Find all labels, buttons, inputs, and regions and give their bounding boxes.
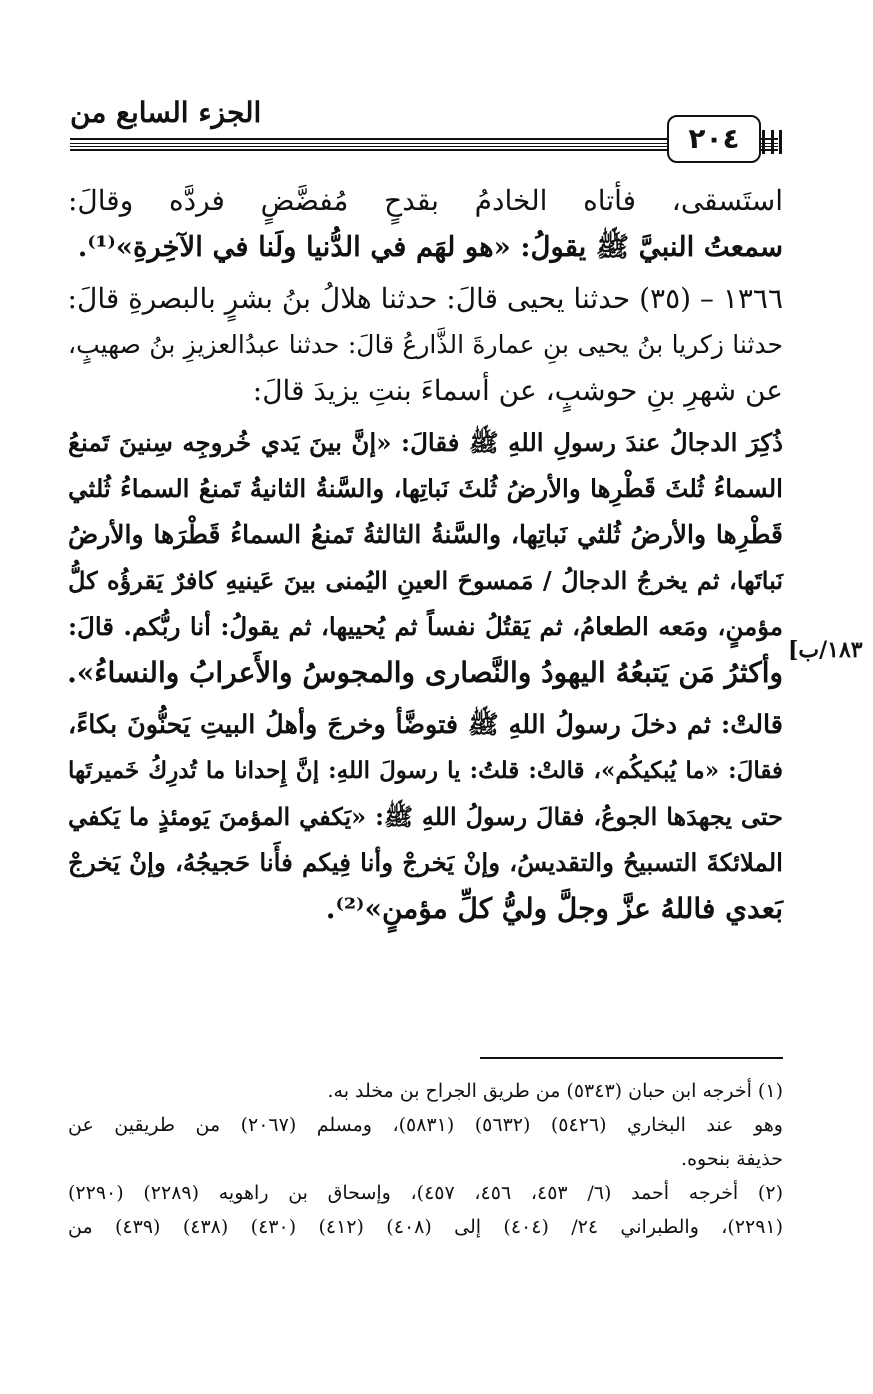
paragraph: [68, 420, 783, 696]
running-header-title: الجزء السابع من: [70, 96, 262, 129]
footnote-line: حذيفة بنحوه.: [681, 1148, 783, 1170]
text-line: قالتْ: ثم دخلَ رسولُ اللهِ ﷺ فتوضَّأ وخرجَ وأهلُ البيتِ يَحنُّونَ بكاءً،: [68, 710, 783, 740]
footnote-divider: [480, 1057, 783, 1059]
text-line: مؤمنٍ، ومَعه الطعامُ، ثم يَقتُلُ نفساً ثم يُحييها، ثم يقولُ: أنا ربُّكم. قالَ:: [68, 612, 783, 641]
footnote-line: (٢) أخرجه أحمد (٦/ ٤٥٣، ٤٥٦، ٤٥٧)، وإسحاق بن راهويه (٢٢٨٩) (٢٢٩٠): [68, 1182, 783, 1204]
footnote-line: (١) أخرجه ابن حبان (٥٣٤٣) من طريق الجراح بن مخلد به.: [327, 1080, 783, 1102]
text-line: بَعدي فاللهُ عزَّ وجلَّ وليُّ كلِّ مؤمنٍ»⁽²⁾.: [325, 892, 783, 925]
margin-folio-note: ١٨٣/ب]: [788, 637, 863, 663]
paragraph: [68, 702, 783, 932]
text-line: سمعتُ النبيَّ ﷺ يقولُ: «هو لهَم في الدُّنيا ولَنا في الآخِرةِ»⁽¹⁾.: [77, 231, 783, 263]
header-ornament: [762, 130, 782, 154]
footnote-line: وهو عند البخاري (٥٤٢٦) (٥٦٣٢) (٥٨٣١)، ومسلم (٢٠٦٧) من طريقين عن: [68, 1114, 783, 1136]
text-line: السماءُ ثُلثَ قَطْرِها والأرضُ ثُلثَ نَباتِها، والسَّنةُ الثانيةُ تَمنعُ السماءُ ثُلثي: [68, 474, 783, 503]
text-line: استَسقى، فأتاه الخادمُ بقدحٍ مُفضَّضٍ فردَّه وقالَ:: [68, 184, 783, 217]
text-line: وأكثرُ مَن يَتبعُهُ اليهودُ والنَّصارى والمجوسُ والأَعرابُ والنساءُ».: [67, 656, 783, 689]
footnote-2: [68, 1176, 783, 1244]
text-line: قَطْرِها والأرضُ ثُلثي نَباتِها، والسَّنةُ الثالثةُ تَمنعُ السماءُ قَطْرَها والأرضُ: [68, 520, 783, 549]
text-line: الملائكةَ التسبيحُ والتقديسُ، وإنْ يَخرجْ وأنا فِيكم فأَنا حَجيجُهُ، وإنْ يَخرجْ: [68, 848, 783, 877]
paragraph: [68, 276, 783, 414]
footnote-1: [68, 1074, 783, 1176]
text-line: فقالَ: «ما يُبكيكُم»، قالتْ: قلتُ: يا رسولَ اللهِ: إنَّ إِحدانا ما تُدرِكُ خَميرتَها: [68, 757, 783, 784]
text-line: حدثنا زكريا بنُ يحيى بنِ عمارةَ الذَّارعُ قالَ: حدثنا عبدُالعزيزِ بنُ صهيبٍ،: [68, 330, 783, 359]
text-line: عن شهرِ بنِ حوشبٍ، عن أسماءَ بنتِ يزيدَ قالَ:: [252, 374, 783, 407]
text-line: ذُكِرَ الدجالُ عندَ رسولِ اللهِ ﷺ فقالَ: «إنَّ بينَ يَدي خُروجِه سِنينَ تَمنعُ: [68, 428, 783, 457]
text-line: ١٣٦٦ – (٣٥) حدثنا يحيى قالَ: حدثنا هلالُ بنُ بشرٍ بالبصرةِ قالَ:: [67, 282, 783, 315]
footnotes: [68, 1074, 783, 1244]
page-number: ٢٠٤: [667, 115, 761, 163]
text-line: نَباتَها، ثم يخرجُ الدجالُ / مَمسوحَ العينِ اليُمنى بينَ عَينيهِ كافرٌ يَقرؤُه كلُّ: [68, 566, 783, 595]
text-line: حتى يجهدَها الجوعُ، فقالَ رسولُ اللهِ ﷺ: «يَكفي المؤمنَ يَومئذٍ ما يَكفي: [68, 802, 783, 831]
paragraph: [68, 178, 783, 270]
main-text: [68, 178, 783, 932]
footnote-line: (٢٢٩١)، والطبراني ٢٤/ (٤٠٤) إلى (٤٠٨) (٤١٢) (٤٣٠) (٤٣٨) (٤٣٩) من: [68, 1216, 784, 1238]
